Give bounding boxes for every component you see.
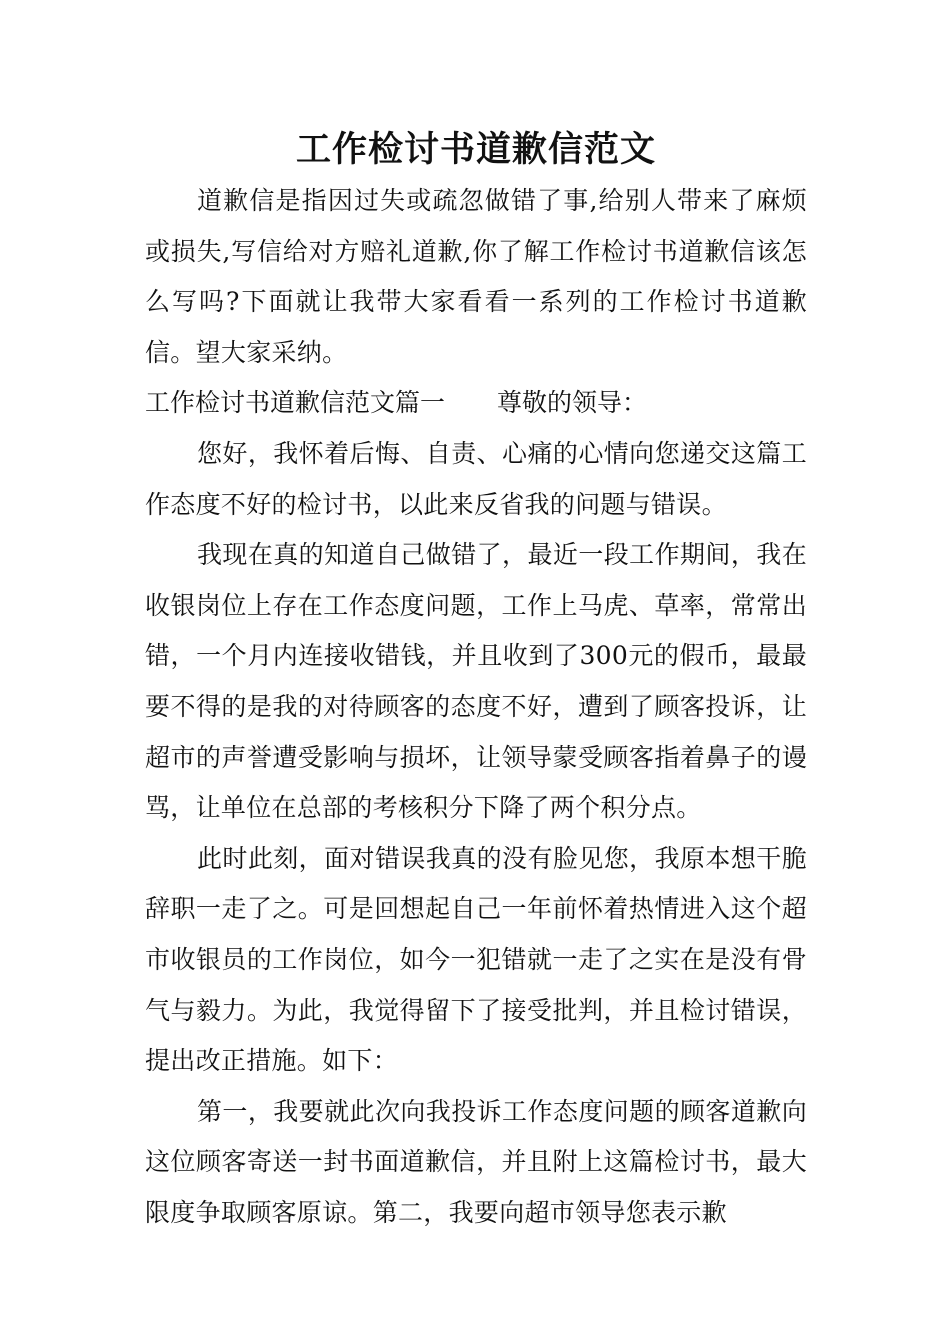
- section-heading: 工作检讨书道歉信范文篇一: [145, 388, 446, 418]
- intro-paragraph: 道歉信是指因过失或疏忽做错了事,给别人带来了麻烦或损失,写信给对方赔礼道歉,你了解工作检讨书道歉信该怎么写吗?下面就让我带大家看看一系列的工作检讨书道歉信。望大家采纳。: [145, 186, 807, 367]
- section-heading-line: [145, 378, 807, 429]
- document-title: 工作检讨书道歉信范文: [295, 129, 656, 170]
- body-paragraph-3: 此时此刻，面对错误我真的没有脸见您，我原本想干脆辞职一走了之。可是回想起自己一年前怀着热情进入这个超市收银员的工作岗位，如今一犯错就一走了之实在是没有骨气与毅力。为此，我觉得留下了接受批判，并且检讨错误，提出改正措施。如下：: [145, 843, 807, 1076]
- body-paragraph-1: 您好，我怀着后悔、自责、心痛的心情向您递交这篇工作态度不好的检讨书，以此来反省我的问题与错误。: [145, 438, 807, 519]
- body-paragraph-4: 第一，我要就此次向我投诉工作态度问题的顾客道歉向这位顾客寄送一封书面道歉信，并且附上这篇检讨书，最大限度争取顾客原谅。第二，我要向超市领导您表示歉: [145, 1096, 807, 1227]
- document-page: [145, 128, 807, 1238]
- salutation: 尊敬的领导：: [497, 388, 648, 418]
- body-paragraph-2: 我现在真的知道自己做错了，最近一段工作期间，我在收银岗位上存在工作态度问题，工作上马虎、草率，常常出错，一个月内连接收错钱，并且收到了300元的假币，最最要不得的是我的对待顾客的态度不好，遭到了顾客投诉，让超市的声誉遭受影响与损坏，让领导蒙受顾客指着鼻子的谩骂，让单位在总部的考核积分下降了两个积分点。: [145, 540, 807, 823]
